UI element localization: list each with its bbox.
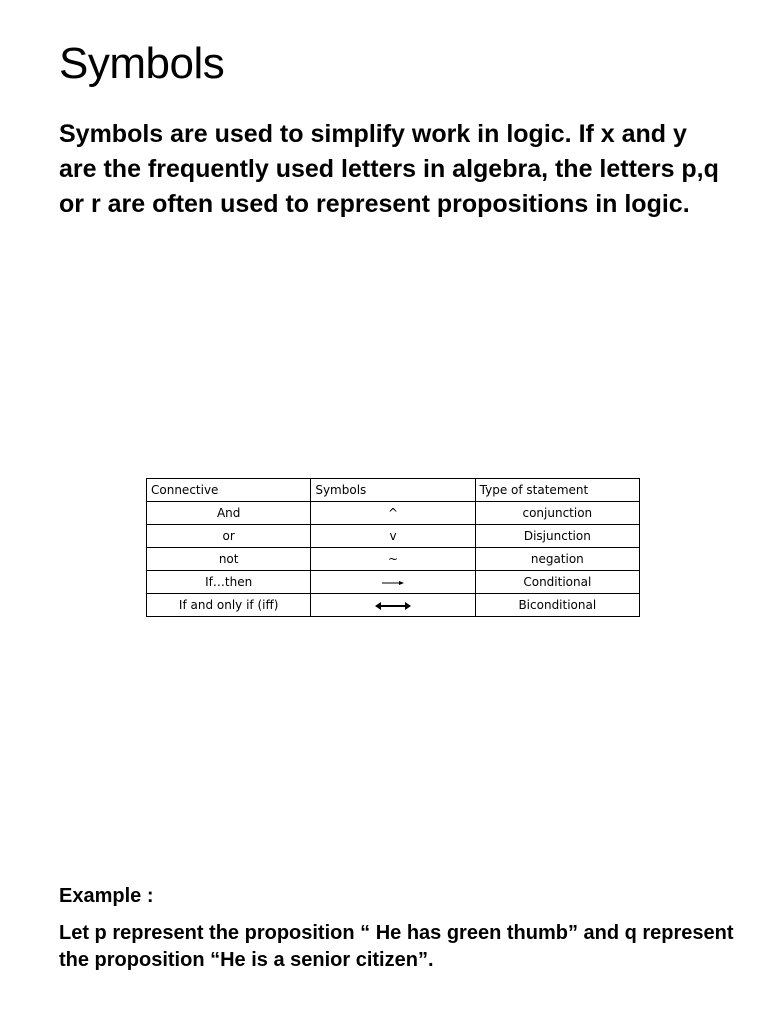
symbol-cell: ~ [311, 548, 475, 571]
right-arrow-icon [382, 579, 404, 587]
double-arrow-icon [375, 601, 411, 611]
type-cell: negation [475, 548, 639, 571]
table-row [147, 571, 640, 594]
connective-cell: If and only if (iff) [147, 594, 311, 617]
table-row [147, 594, 640, 617]
table-row [147, 502, 640, 525]
page-title: Symbols [59, 39, 225, 88]
connective-cell: If…then [147, 571, 311, 594]
table-row [147, 548, 640, 571]
example-label: Example : [59, 885, 154, 907]
header-connective: Connective [147, 479, 311, 502]
connective-cell: or [147, 525, 311, 548]
intro-paragraph: Symbols are used to simplify work in logic. If x and y are the frequently used letters in algebra, the letters p,q or r are often used to represent propositions in logic. [59, 120, 719, 218]
connective-cell: And [147, 502, 311, 525]
symbol-cell [311, 571, 475, 594]
type-cell: conjunction [475, 502, 639, 525]
type-cell: Biconditional [475, 594, 639, 617]
symbol-cell [311, 594, 475, 617]
connective-cell: not [147, 548, 311, 571]
table-row [147, 525, 640, 548]
type-cell: Disjunction [475, 525, 639, 548]
type-cell: Conditional [475, 571, 639, 594]
symbol-cell: v [311, 525, 475, 548]
table-header-row [147, 479, 640, 502]
example-text: Let p represent the proposition “ He has green thumb” and q represent the proposition “He is a senior citizen”. [59, 922, 734, 971]
header-symbols: Symbols [311, 479, 475, 502]
symbol-cell: ^ [311, 502, 475, 525]
header-type: Type of statement [475, 479, 639, 502]
connectives-table [146, 478, 640, 617]
